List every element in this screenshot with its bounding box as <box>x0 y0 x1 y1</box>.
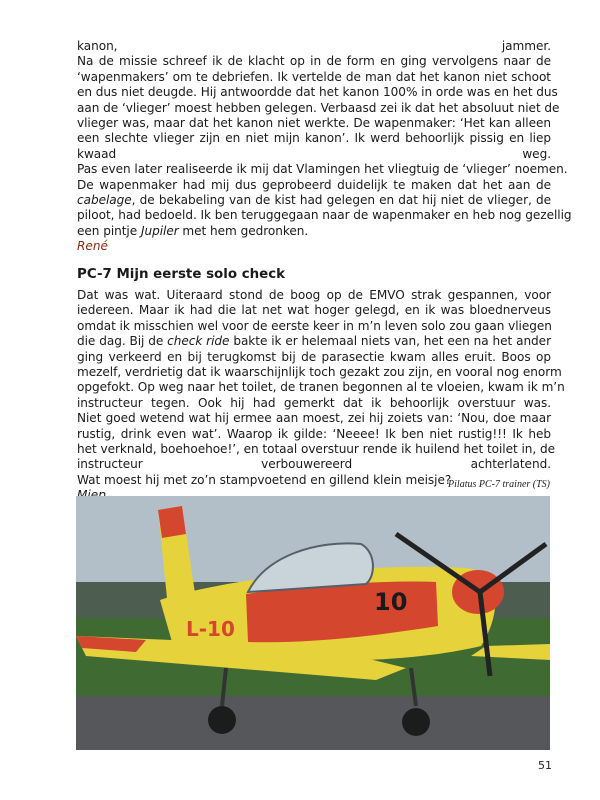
text-line: Wat moest hij met zo’n stampvoetend en gillend klein meisje? <box>77 472 452 487</box>
story-rene-body <box>77 39 572 239</box>
text-line: omdat ik misschien wel voor de eerste keer in m’n leven solo zou gaan vliegen <box>77 318 552 333</box>
section-title: PC-7 Mijn eerste solo check <box>77 267 286 282</box>
text-line: mezelf, verdrietig dat ik waarschijnlijk toch gezakt zou zijn, en vooral nog enorm <box>77 365 562 380</box>
text-line: piloot, had bedoeld. Ik ben teruggegaan naar de wapenmaker en heb nog gezellig <box>77 208 572 223</box>
text-line: vlieger was, maar dat het kanon niet werkte. De wapenmaker: ‘Het kan alleen <box>77 116 551 131</box>
main-wheel <box>208 706 236 734</box>
text-line: het verknald, boehoehoe!’, en totaal overstuur rende ik huilend het toilet in, de <box>77 442 556 457</box>
text-line: Niet goed wetend wat hij ermee aan moest, zei hij zoiets van: ‘Nou, doe maar <box>77 411 551 426</box>
tail-fin-stripe <box>158 506 186 538</box>
story-pc7 <box>77 266 565 504</box>
text-line: en dus niet deugde. Hij antwoordde dat het kanon 100% in orde was en het dus <box>77 85 558 100</box>
aircraft-photo <box>76 496 550 750</box>
text-line: ging verkeerd en bij terugkomst bij de parasectie kwam alles eruit. Boos op <box>77 349 551 364</box>
tarmac <box>76 696 550 750</box>
signature-rene: René <box>77 239 108 254</box>
text-line: Pas even later realiseerde ik mij dat Vlamingen het vliegtuig de ‘vlieger’ noemen. <box>77 162 568 177</box>
text-line: Na de missie schreef ik de klacht op in de form en ging vervolgens naar de <box>77 54 551 69</box>
tail-code: L-10 <box>186 617 235 641</box>
text-segment: die dag. Bij de <box>77 334 168 349</box>
story-rene <box>77 39 572 255</box>
text-segment: een pintje <box>77 223 141 238</box>
photo-caption: Pilatus PC-7 trainer (TS) <box>448 479 550 490</box>
text-line: rustig, drink even wat’. Waarop ik gilde: ‘Neeee! Ik ben niet rustig!!! Ik heb <box>77 426 551 441</box>
text-line <box>77 334 551 349</box>
text-line: kwaad weg. <box>77 146 551 161</box>
text-line: De wapenmaker had mij dus geprobeerd duidelijk te maken dat het aan de <box>77 177 551 192</box>
text-segment: bakte ik er helemaal niets van, het een na het ander <box>229 334 551 349</box>
text-segment: met hem gedronken. <box>178 223 309 238</box>
text-line: een slechte vlieger zijn en niet mijn kanon’. Ik werd behoorlijk pissig en liep <box>77 131 551 146</box>
emphasized-term: cabelage <box>77 193 132 208</box>
text-line: ‘wapenmakers’ om te debriefen. Ik vertelde de man dat het kanon niet schoot <box>77 69 551 84</box>
text-line: aan de ‘vlieger’ moest hebben gelegen. Verbaasd zei ik dat het absoluut niet de <box>77 100 560 115</box>
emphasized-term: check ride <box>167 334 230 349</box>
pc7-aircraft-illustration <box>76 496 550 750</box>
wheel <box>402 708 430 736</box>
emphasized-term: Jupiler <box>140 223 179 238</box>
text-segment: , de bekabeling van de kist had gelegen en dat hij niet de vlieger, de <box>131 193 551 208</box>
story-pc7-body <box>77 288 565 488</box>
text-line: Dat was wat. Uiteraard stond de boog op de EMVO strak gespannen, voor <box>77 288 551 302</box>
text-line: kanon, jammer. <box>77 39 551 53</box>
page-number: 51 <box>538 759 552 772</box>
nose-number: 10 <box>374 588 408 616</box>
text-line <box>77 224 551 239</box>
text-line: instructeur tegen. Ook hij had gemerkt dat ik behoorlijk overstuur was. <box>77 395 551 410</box>
text-line <box>77 193 551 208</box>
text-line: iedereen. Maar ik had die lat net wat hoger gelegd, en ik was bloednerveus <box>77 303 551 318</box>
text-line: instructeur verbouwereerd achterlatend. <box>77 457 551 472</box>
text-line: opgefokt. Op weg naar het toilet, de tranen begonnen al te vloeien, kwam ik m’n <box>77 380 565 395</box>
